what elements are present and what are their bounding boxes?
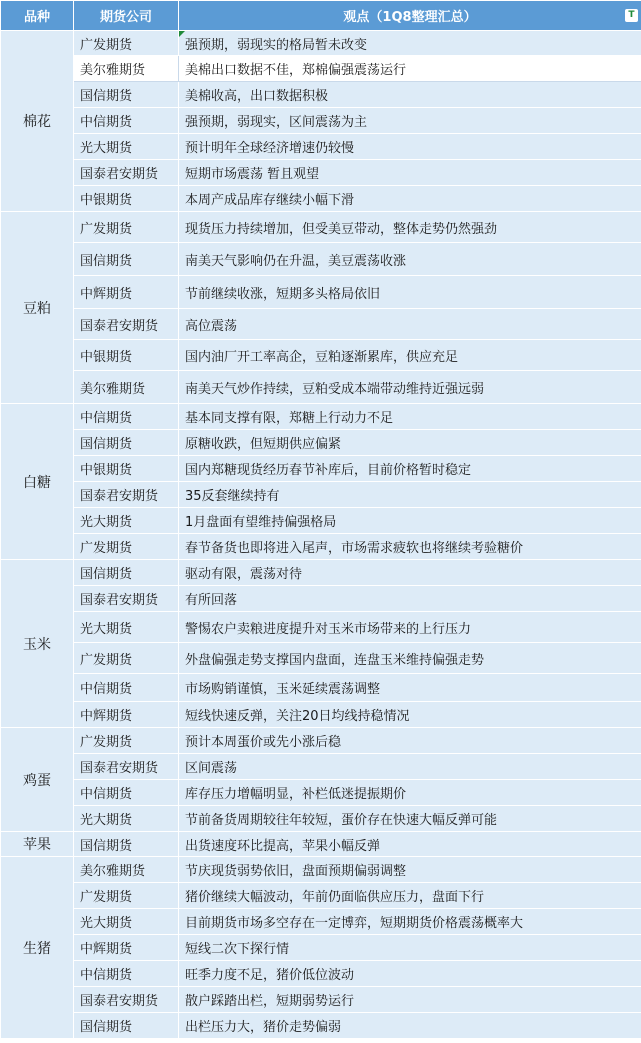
table-row (1, 212, 641, 243)
table-row (1, 243, 641, 276)
company-cell[interactable]: 国泰君安期货 (74, 309, 179, 340)
company-cell[interactable]: 中辉期货 (74, 702, 179, 728)
view-cell[interactable] (179, 832, 641, 857)
table-row (1, 134, 641, 160)
table-row (1, 508, 641, 534)
view-cell[interactable] (179, 612, 641, 643)
view-text: 外盘偏强走势支撑国内盘面，连盘玉米维持偏强走势 (185, 652, 485, 668)
company-cell[interactable]: 中信期货 (74, 404, 179, 430)
company-cell[interactable]: 国信期货 (74, 243, 179, 276)
view-text: 短线快速反弹，关注20日均线持稳情况 (185, 709, 410, 724)
company-cell[interactable]: 中信期货 (74, 674, 179, 702)
view-cell[interactable] (179, 430, 641, 456)
view-cell[interactable] (179, 806, 641, 832)
view-cell[interactable] (179, 243, 641, 276)
view-text: 现货压力持续增加，但受美豆带动，整体走势仍然强劲 (185, 221, 498, 237)
view-text: 猪价继续大幅波动，年前仍面临供应压力，盘面下行 (185, 890, 485, 905)
company-cell[interactable]: 中信期货 (74, 961, 179, 987)
table-row (1, 560, 641, 586)
view-cell[interactable] (179, 82, 641, 108)
view-text: 本周产成品库存继续小幅下滑 (185, 193, 355, 208)
view-text: 强预期，弱现实，区间震荡为主 (185, 115, 368, 130)
view-text: 散户踩踏出栏，短期弱势运行 (185, 994, 355, 1009)
view-text: 预计本周蛋价或先小涨后稳 (185, 735, 342, 750)
company-cell[interactable]: 广发期货 (74, 643, 179, 674)
company-cell[interactable]: 中银期货 (74, 186, 179, 212)
view-cell[interactable] (179, 857, 641, 883)
view-text: 出货速度环比提高，苹果小幅反弹 (185, 838, 381, 854)
company-cell[interactable]: 光大期货 (74, 508, 179, 534)
table-row (1, 909, 641, 935)
table-row (1, 935, 641, 961)
category-cell[interactable]: 白糖 (1, 404, 74, 560)
view-cell[interactable] (179, 160, 641, 186)
company-cell[interactable]: 国泰君安期货 (74, 586, 179, 612)
company-cell[interactable]: 中辉期货 (74, 276, 179, 309)
view-text: 区间震荡 (185, 761, 238, 776)
view-text: 高位震荡 (185, 318, 238, 334)
header-company[interactable]: 期货公司 (74, 1, 179, 31)
table-row (1, 702, 641, 728)
view-text: 有所回落 (185, 593, 238, 608)
view-cell[interactable] (179, 508, 641, 534)
company-cell[interactable]: 国泰君安期货 (74, 754, 179, 780)
view-text: 原糖收跌，但短期供应偏紧 (185, 437, 342, 452)
view-cell[interactable] (179, 404, 641, 430)
category-cell[interactable]: 棉花 (1, 31, 74, 212)
view-text: 国内郑糖现货经历春节补库后，目前价格暂时稳定 (185, 463, 472, 478)
category-cell[interactable]: 玉米 (1, 560, 74, 728)
table-row (1, 534, 641, 560)
table-row (1, 160, 641, 186)
view-text: 美棉收高，出口数据积极 (185, 89, 329, 104)
table-row (1, 612, 641, 643)
view-cell[interactable] (179, 643, 641, 674)
company-cell[interactable]: 国信期货 (74, 832, 179, 857)
table-row (1, 832, 641, 857)
view-cell[interactable] (179, 935, 641, 961)
company-cell[interactable]: 中银期货 (74, 340, 179, 371)
table-row (1, 987, 641, 1013)
view-cell[interactable] (179, 961, 641, 987)
view-text: 节庆现货弱势依旧，盘面预期偏弱调整 (185, 864, 407, 879)
header-view-label: 观点（1Q8整理汇总） (343, 10, 477, 25)
table-row (1, 754, 641, 780)
table-row (1, 857, 641, 883)
header-category[interactable]: 品种 (1, 1, 74, 31)
view-text: 短期市场震荡 暂且观望 (185, 167, 320, 182)
header-view[interactable] (179, 1, 641, 31)
view-cell[interactable] (179, 909, 641, 935)
view-text: 预计明年全球经济增速仍较慢 (185, 141, 355, 156)
view-cell[interactable] (179, 340, 641, 371)
view-text: 警惕农户卖粮进度提升对玉米市场带来的上行压力 (185, 621, 472, 637)
view-cell[interactable] (179, 309, 641, 340)
view-cell[interactable] (179, 371, 641, 404)
table-row (1, 31, 641, 56)
company-cell[interactable]: 中辉期货 (74, 935, 179, 961)
company-cell[interactable]: 广发期货 (74, 31, 179, 56)
filter-icon[interactable]: T (625, 9, 638, 22)
company-cell[interactable]: 中信期货 (74, 108, 179, 134)
table-row (1, 404, 641, 430)
company-cell[interactable]: 美尔雅期货 (74, 857, 179, 883)
table-row (1, 961, 641, 987)
category-cell[interactable]: 生猪 (1, 857, 74, 1039)
view-text: 国内油厂开工率高企，豆粕逐渐累库，供应充足 (185, 349, 459, 365)
table-row (1, 674, 641, 702)
view-text: 短线二次下探行情 (185, 942, 290, 957)
table-row (1, 108, 641, 134)
company-cell[interactable]: 美尔雅期货 (74, 371, 179, 404)
company-cell[interactable]: 国信期货 (74, 82, 179, 108)
company-cell[interactable]: 国信期货 (74, 430, 179, 456)
company-cell[interactable]: 广发期货 (74, 883, 179, 909)
view-cell[interactable] (179, 586, 641, 612)
view-text: 出栏压力大，猪价走势偏弱 (185, 1020, 342, 1035)
view-cell[interactable] (179, 212, 641, 243)
company-cell[interactable]: 光大期货 (74, 909, 179, 935)
view-text: 目前期货市场多空存在一定博弈，短期期货价格震荡概率大 (185, 916, 524, 931)
view-text: 市场购销谨慎，玉米延续震荡调整 (185, 682, 381, 697)
company-cell[interactable]: 国泰君安期货 (74, 482, 179, 508)
view-text: 南美天气炒作持续，豆粕受成本端带动维持近强远弱 (185, 381, 485, 397)
view-text: 旺季力度不足，猪价低位波动 (185, 968, 355, 983)
view-cell[interactable] (179, 560, 641, 586)
comment-marker-icon (179, 31, 185, 37)
table-row (1, 1013, 641, 1039)
view-cell[interactable] (179, 780, 641, 806)
company-cell[interactable]: 中信期货 (74, 780, 179, 806)
view-cell[interactable] (179, 754, 641, 780)
view-cell[interactable] (179, 728, 641, 754)
category-cell[interactable]: 苹果 (1, 832, 74, 857)
table-row (1, 883, 641, 909)
table-row (1, 430, 641, 456)
company-cell[interactable]: 国信期货 (74, 560, 179, 586)
table-row (1, 82, 641, 108)
table-row (1, 586, 641, 612)
category-cell[interactable]: 鸡蛋 (1, 728, 74, 832)
view-text: 春节备货也即将进入尾声，市场需求疲软也将继续考验糖价 (185, 541, 524, 556)
table-body (1, 31, 641, 1039)
table-row (1, 482, 641, 508)
view-text: 美棉出口数据不佳，郑棉偏强震荡运行 (185, 63, 407, 78)
view-text: 基本同支撑有限，郑糖上行动力不足 (185, 411, 394, 426)
header-row (1, 1, 641, 31)
company-cell[interactable]: 国信期货 (74, 1013, 179, 1039)
table-row (1, 643, 641, 674)
table-row (1, 340, 641, 371)
company-cell[interactable]: 广发期货 (74, 534, 179, 560)
company-cell[interactable]: 国泰君安期货 (74, 987, 179, 1013)
table-row (1, 728, 641, 754)
company-cell[interactable]: 光大期货 (74, 612, 179, 643)
view-cell[interactable] (179, 56, 641, 82)
company-cell[interactable]: 广发期货 (74, 212, 179, 243)
view-cell[interactable] (179, 1013, 641, 1039)
view-cell[interactable] (179, 482, 641, 508)
company-cell[interactable]: 光大期货 (74, 134, 179, 160)
table-row (1, 456, 641, 482)
view-text: 强预期，弱现实的格局暂未改变 (185, 37, 368, 53)
company-cell[interactable]: 美尔雅期货 (74, 56, 179, 82)
view-text: 节前继续收涨，短期多头格局依旧 (185, 286, 381, 302)
view-text: 35反套继续持有 (185, 489, 280, 504)
company-cell[interactable]: 光大期货 (74, 806, 179, 832)
view-cell[interactable] (179, 31, 641, 56)
table-row (1, 780, 641, 806)
table-row (1, 56, 641, 82)
view-cell[interactable] (179, 987, 641, 1013)
view-text: 库存压力增幅明显，补栏低迷提振期价 (185, 787, 407, 802)
view-text: 1月盘面有望维持偏强格局 (185, 515, 337, 530)
view-cell[interactable] (179, 456, 641, 482)
view-cell[interactable] (179, 134, 641, 160)
company-cell[interactable]: 中银期货 (74, 456, 179, 482)
table-row (1, 806, 641, 832)
view-cell[interactable] (179, 883, 641, 909)
view-cell[interactable] (179, 702, 641, 728)
view-cell[interactable] (179, 186, 641, 212)
table-row (1, 309, 641, 340)
table-row (1, 276, 641, 309)
company-cell[interactable]: 广发期货 (74, 728, 179, 754)
category-cell[interactable]: 豆粕 (1, 212, 74, 404)
view-text: 节前备货周期较往年较短，蛋价存在快速大幅反弹可能 (185, 813, 498, 828)
table-row (1, 371, 641, 404)
view-cell[interactable] (179, 108, 641, 134)
view-cell[interactable] (179, 674, 641, 702)
table-row (1, 186, 641, 212)
view-cell[interactable] (179, 534, 641, 560)
view-text: 驱动有限，震荡对待 (185, 567, 303, 582)
company-cell[interactable]: 国泰君安期货 (74, 160, 179, 186)
view-cell[interactable] (179, 276, 641, 309)
view-text: 南美天气影响仍在升温，美豆震荡收涨 (185, 253, 407, 269)
